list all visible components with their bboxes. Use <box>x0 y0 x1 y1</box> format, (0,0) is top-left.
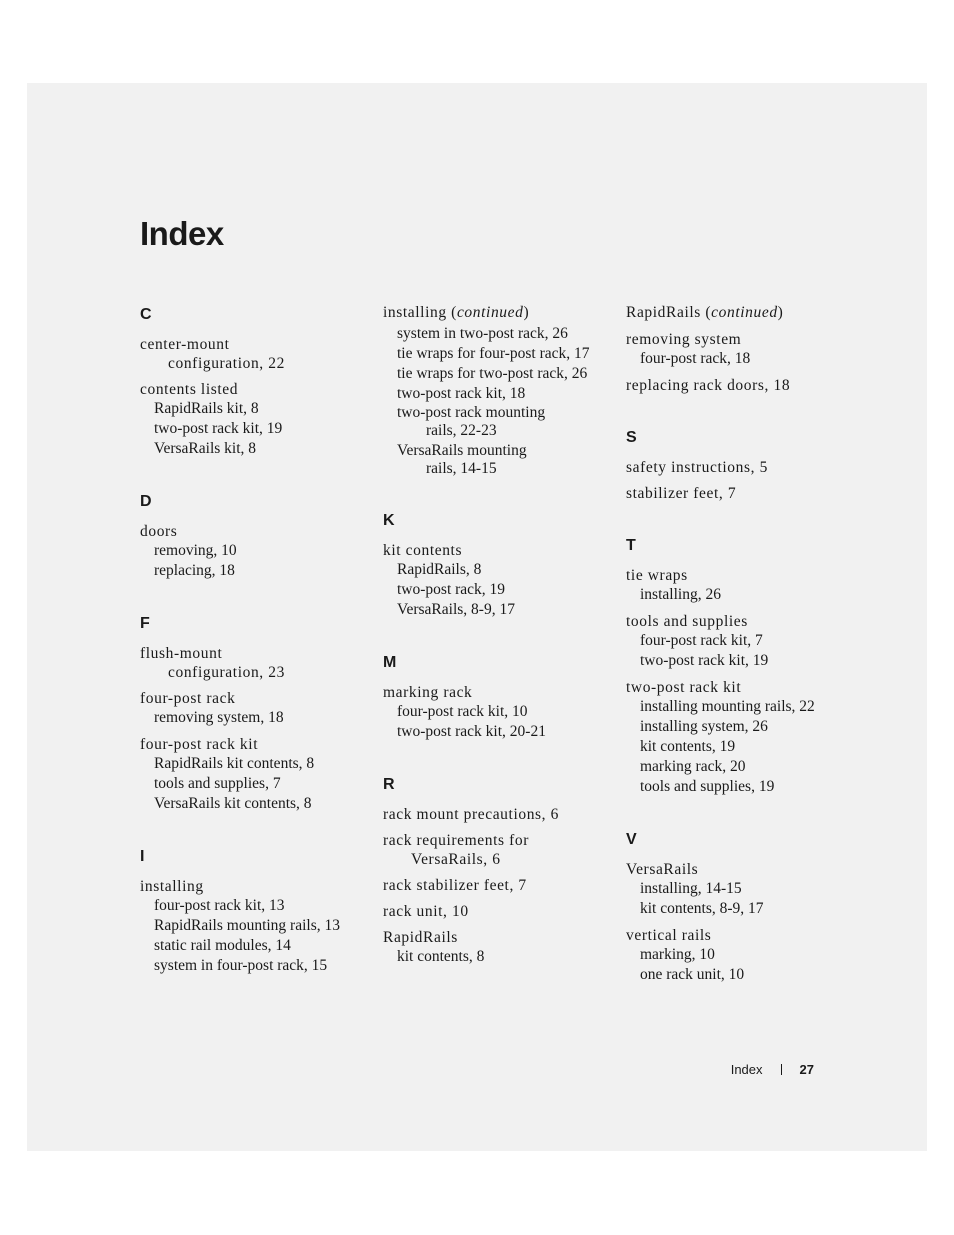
index-subentry: two-post rack kit, 19 <box>154 420 283 437</box>
index-entry <box>626 678 856 797</box>
index-term: marking rack <box>383 684 473 701</box>
page-title: Index <box>140 215 224 252</box>
index-subentry: four-post rack kit, 13 <box>154 897 285 914</box>
index-term: tools and supplies <box>626 613 748 630</box>
index-entry <box>626 612 856 671</box>
index-subentry: replacing, 18 <box>154 562 235 579</box>
index-term: removing system <box>626 331 742 348</box>
index-entry <box>383 805 613 824</box>
index-term: flush-mount <box>140 645 223 662</box>
index-term: contents listed <box>140 381 239 398</box>
letter-heading-i: I <box>140 848 145 865</box>
index-term: rack mount precautions, 6 <box>383 806 559 823</box>
index-subentry-continuation: rails, 22-23 <box>426 422 497 439</box>
index-subentry: marking, 10 <box>640 946 715 963</box>
letter-heading-f: F <box>140 615 150 632</box>
index-entry <box>383 541 613 620</box>
index-subentry: tools and supplies, 7 <box>154 775 281 792</box>
index-entry <box>140 735 370 814</box>
index-subentry: RapidRails mounting rails, 13 <box>154 917 340 934</box>
continued-heading: installing (continued) <box>383 304 530 321</box>
index-entry <box>140 877 370 976</box>
index-term: installing <box>140 878 204 895</box>
index-entry <box>383 831 613 869</box>
index-subentry: installing system, 26 <box>640 718 768 735</box>
index-subentry: installing mounting rails, 22 <box>640 698 815 715</box>
index-subentry: four-post rack, 18 <box>640 350 751 367</box>
index-subentry: system in two-post rack, 26 <box>397 325 568 342</box>
index-subentry: two-post rack mounting <box>397 404 546 421</box>
index-term: stabilizer feet, 7 <box>626 485 737 502</box>
index-term: rack requirements for <box>383 832 530 849</box>
index-subentry: kit contents, 19 <box>640 738 736 755</box>
index-subentry: four-post rack kit, 10 <box>397 703 528 720</box>
index-entry <box>626 330 856 369</box>
index-term: center-mount <box>140 336 230 353</box>
letter-heading-m: M <box>383 654 397 671</box>
footer-divider <box>781 1064 782 1075</box>
index-entry <box>626 376 856 395</box>
index-entry <box>626 860 856 919</box>
letter-heading-v: V <box>626 831 637 848</box>
index-term: rack stabilizer feet, 7 <box>383 877 527 894</box>
index-subentry: two-post rack kit, 20-21 <box>397 723 546 740</box>
index-term: safety instructions, 5 <box>626 459 768 476</box>
index-subentry: two-post rack kit, 18 <box>397 385 526 402</box>
index-subentry: VersaRails, 8-9, 17 <box>397 601 515 618</box>
index-subentry: RapidRails kit, 8 <box>154 400 259 417</box>
index-subentry: RapidRails kit contents, 8 <box>154 755 315 772</box>
index-subentry: removing system, 18 <box>154 709 284 726</box>
index-entry <box>626 566 856 605</box>
index-entry <box>140 522 370 581</box>
index-entry <box>140 380 370 459</box>
index-entry <box>626 458 856 477</box>
index-entry <box>383 928 613 967</box>
index-entry <box>140 644 370 682</box>
index-entry <box>383 683 613 742</box>
index-subentry-continuation: rails, 14-15 <box>426 460 497 477</box>
index-subentry: tie wraps for two-post rack, 26 <box>397 365 588 382</box>
continued-term: RapidRails <box>626 304 701 321</box>
index-subentry: four-post rack kit, 7 <box>640 632 763 649</box>
index-term-continuation: VersaRails, 6 <box>411 851 501 868</box>
continued-label: continued <box>456 304 524 321</box>
index-term: tie wraps <box>626 567 688 584</box>
index-subentry: VersaRails mounting <box>397 442 527 459</box>
index-subentry: VersaRails kit contents, 8 <box>154 795 312 812</box>
continued-heading: RapidRails (continued) <box>626 304 784 321</box>
page-number: 27 <box>799 1062 814 1077</box>
index-term-continuation: configuration, 23 <box>168 664 285 681</box>
continued-label: continued <box>711 304 778 321</box>
index-column-3 <box>626 303 856 992</box>
index-term: kit contents <box>383 542 463 559</box>
index-column-2 <box>383 303 613 974</box>
index-subentry: static rail modules, 14 <box>154 937 291 954</box>
index-term: replacing rack doors, 18 <box>626 377 791 394</box>
index-entry <box>626 484 856 503</box>
letter-heading-k: K <box>383 512 395 529</box>
continued-term: installing <box>383 304 447 321</box>
index-term: four-post rack kit <box>140 736 259 753</box>
letter-heading-r: R <box>383 776 395 793</box>
letter-heading-s: S <box>626 429 637 446</box>
index-subentry: RapidRails, 8 <box>397 561 482 578</box>
index-term: RapidRails <box>383 929 458 946</box>
footer-section-label: Index <box>730 1062 763 1077</box>
index-subentry: two-post rack, 19 <box>397 581 506 598</box>
index-term: VersaRails <box>626 861 699 878</box>
index-entry-continued <box>383 324 613 478</box>
index-subentry: removing, 10 <box>154 542 237 559</box>
index-subentry: installing, 14-15 <box>640 880 742 897</box>
index-subentry: installing, 26 <box>640 586 721 603</box>
page-footer <box>731 1061 814 1079</box>
letter-heading-d: D <box>140 493 152 510</box>
index-column-1 <box>140 303 370 983</box>
index-term: rack unit, 10 <box>383 903 469 920</box>
index-subentry: tie wraps for four-post rack, 17 <box>397 345 590 362</box>
index-subentry: kit contents, 8 <box>397 948 485 965</box>
index-term: four-post rack <box>140 690 236 707</box>
letter-heading-t: T <box>626 537 636 554</box>
index-subentry: tools and supplies, 19 <box>640 778 775 795</box>
index-entry <box>383 876 613 895</box>
index-term-continuation: configuration, 22 <box>168 355 285 372</box>
index-subentry: kit contents, 8-9, 17 <box>640 900 764 917</box>
index-subentry: VersaRails kit, 8 <box>154 440 257 457</box>
letter-heading-c: C <box>140 306 152 323</box>
index-entry <box>383 902 613 921</box>
index-subentry: marking rack, 20 <box>640 758 746 775</box>
index-subentry: two-post rack kit, 19 <box>640 652 769 669</box>
index-entry <box>626 926 856 985</box>
index-entry <box>140 335 370 373</box>
index-subentry: one rack unit, 10 <box>640 966 745 983</box>
index-term: doors <box>140 523 178 540</box>
index-term: vertical rails <box>626 927 712 944</box>
index-entry <box>140 689 370 728</box>
index-subentry: system in four-post rack, 15 <box>154 957 328 974</box>
index-term: two-post rack kit <box>626 679 742 696</box>
